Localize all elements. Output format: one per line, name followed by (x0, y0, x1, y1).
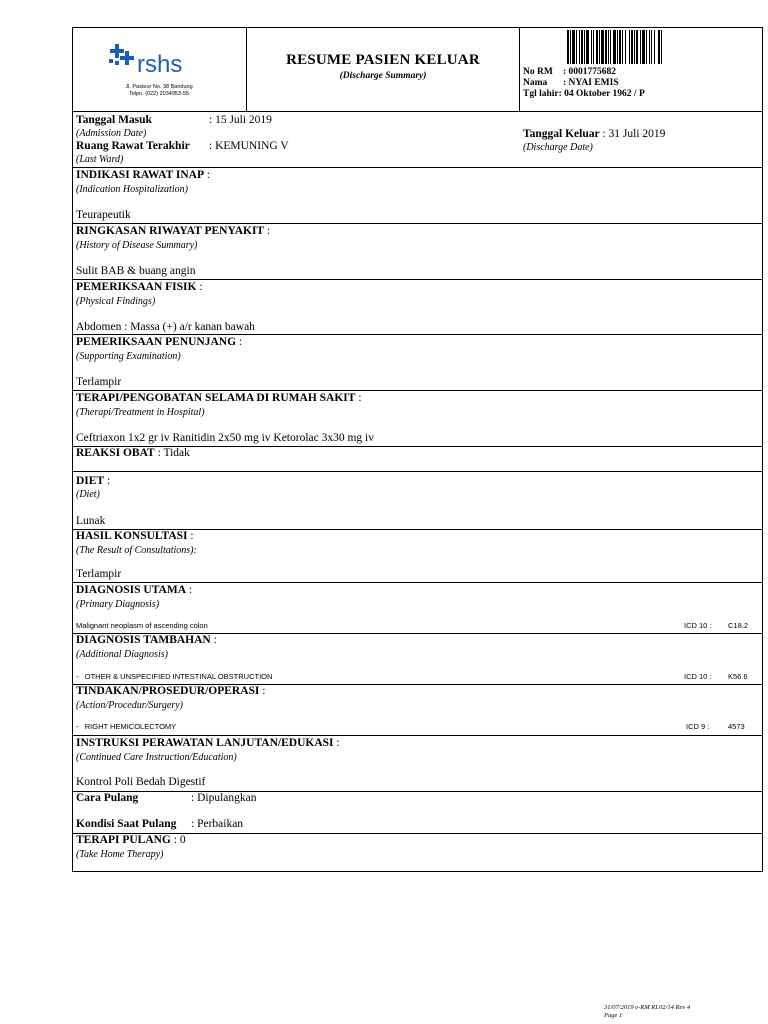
tanggal-masuk-en: (Admission Date) (76, 128, 147, 139)
no-rm-value: : 0001775682 (563, 67, 617, 77)
document-subtitle: (Discharge Summary) (339, 71, 427, 81)
section-diagnosis-tambahan (73, 634, 762, 685)
nama-line (523, 78, 619, 88)
ruang-rawat-en: (Last Ward) (76, 154, 124, 165)
no-rm-line (523, 67, 616, 77)
section-diagnosis-utama (73, 583, 762, 634)
cara-pulang-label: Cara Pulang (76, 792, 139, 804)
section-ringkasan (73, 224, 762, 280)
hospital-phone: Telpn. (022) 2034953-55 (129, 91, 189, 97)
diagnosis-utama-value: Malignant neoplasm of ascending colon (76, 621, 208, 630)
terapi-value: Ceftriaxon 1x2 gr iv Ranitidin 2x50 mg iv Ketorolac 3x30 mg iv (76, 432, 375, 444)
penunjang-heading: PEMERIKSAAN PENUNJANG : (76, 336, 243, 348)
section-terapi (73, 391, 762, 447)
konsultasi-heading: HASIL KONSULTASI : (76, 530, 194, 542)
diagnosis-utama-en: (Primary Diagnosis) (76, 599, 160, 610)
ruang-rawat-value: : KEMUNING V (209, 140, 289, 152)
kondisi-pulang-value: : Perbaikan (191, 818, 244, 830)
tindakan-heading: TINDAKAN/PROSEDUR/OPERASI : (76, 685, 266, 697)
section-fisik (73, 280, 762, 335)
tgl-lahir: Tgl lahir: 04 Oktober 1962 / P (523, 89, 645, 99)
nama-value: : NYAI EMIS (563, 78, 619, 88)
admission-row (73, 111, 762, 168)
diagnosis-tambahan-code-label: ICD 10 : (684, 672, 712, 681)
cara-pulang-value: : Dipulangkan (191, 792, 257, 804)
tanggal-masuk-value: : 15 Juli 2019 (209, 114, 272, 126)
section-instruksi (73, 736, 762, 792)
terapi-pulang-en: (Take Home Therapy) (76, 849, 164, 860)
konsultasi-value: Terlampir (76, 568, 122, 580)
logo-text: rshs (137, 51, 183, 75)
ringkasan-en: (History of Disease Summary) (76, 240, 198, 251)
terapi-pulang-heading: TERAPI PULANG : 0 (76, 834, 186, 846)
instruksi-value: Kontrol Poli Bedah Digestif (76, 776, 206, 788)
page-footer (604, 1004, 690, 1020)
section-konsultasi (73, 530, 762, 583)
tindakan-code: 4573 (728, 722, 745, 731)
patient-identity-cell (520, 28, 762, 111)
section-pulang (73, 792, 762, 834)
indikasi-en: (Indication Hospitalization) (76, 184, 188, 195)
konsultasi-en: (The Result of Consultations): (76, 545, 197, 556)
instruksi-heading: INSTRUKSI PERAWATAN LANJUTAN/EDUKASI : (76, 737, 340, 749)
penunjang-en: (Supporting Examination) (76, 351, 181, 362)
ruang-rawat: Ruang Rawat Terakhir (76, 140, 190, 152)
indikasi-heading: INDIKASI RAWAT INAP : (76, 169, 211, 181)
diet-heading: DIET : (76, 475, 111, 487)
diagnosis-utama-code-label: ICD 10 : (684, 621, 712, 630)
diagnosis-tambahan-value: - OTHER & UNSPECIFIED INTESTINAL OBSTRUCTION (76, 672, 273, 681)
section-reaksi (73, 447, 762, 472)
diagnosis-utama-code: C18.2 (728, 621, 749, 630)
title-cell (247, 28, 520, 111)
penunjang-value: Terlampir (76, 376, 122, 388)
section-terapi-pulang (73, 833, 762, 860)
form-header (73, 28, 762, 112)
tanggal-masuk: Tanggal Masuk (76, 114, 152, 126)
document-title: RESUME PASIEN KELUAR (286, 52, 480, 68)
hospital-address: Jl. Pasteur No. 38 Bandung (125, 84, 193, 90)
fisik-heading: PEMERIKSAAN FISIK : (76, 281, 203, 293)
diagnosis-tambahan-heading: DIAGNOSIS TAMBAHAN : (76, 634, 217, 646)
diagnosis-utama-heading: DIAGNOSIS UTAMA : (76, 584, 193, 596)
fisik-value: Abdomen : Massa (+) a/r kanan bawah (76, 321, 255, 333)
kondisi-pulang-label: Kondisi Saat Pulang (76, 818, 177, 830)
tanggal-keluar: Tanggal Keluar : 31 Juli 2019 (523, 128, 666, 140)
terapi-heading: TERAPI/PENGOBATAN SELAMA DI RUMAH SAKIT : (76, 392, 362, 404)
terapi-en: (Therapi/Treatment in Hospital) (76, 407, 205, 418)
indikasi-value: Teurapeutik (76, 209, 131, 221)
diet-en: (Diet) (76, 489, 100, 500)
diet-value: Lunak (76, 515, 106, 527)
discharge-summary-form (72, 27, 763, 872)
ringkasan-heading: RINGKASAN RIWAYAT PENYAKIT : (76, 225, 271, 237)
diagnosis-tambahan-en: (Additional Diagnosis) (76, 649, 168, 660)
tindakan-code-label: ICD 9 : (686, 722, 710, 731)
hospital-logo (109, 41, 201, 75)
footer-doc-code: 31/07/2019 e-RM RI.02/14 Rev 4 (604, 1004, 691, 1011)
section-penunjang (73, 335, 762, 391)
tindakan-en: (Action/Procedur/Surgery) (76, 700, 184, 711)
tindakan-value: - RIGHT HEMICOLECTOMY (76, 722, 177, 731)
nama-label: Nama (523, 78, 548, 88)
instruksi-en: (Continued Care Instruction/Education) (76, 752, 237, 763)
fisik-en: (Physical Findings) (76, 296, 156, 307)
section-tindakan (73, 685, 762, 736)
no-rm-label: No RM (523, 67, 553, 77)
tanggal-keluar-en: (Discharge Date) (523, 142, 593, 153)
hospital-logo-cell (73, 28, 247, 111)
reaksi-heading: REAKSI OBAT : Tidak (76, 447, 190, 459)
section-indikasi (73, 168, 762, 224)
diagnosis-tambahan-code: K56.6 (728, 672, 748, 681)
ringkasan-value: Sulit BAB & buang angin (76, 265, 196, 277)
footer-page-number: Page 1 (604, 1012, 623, 1019)
section-diet (73, 472, 762, 530)
